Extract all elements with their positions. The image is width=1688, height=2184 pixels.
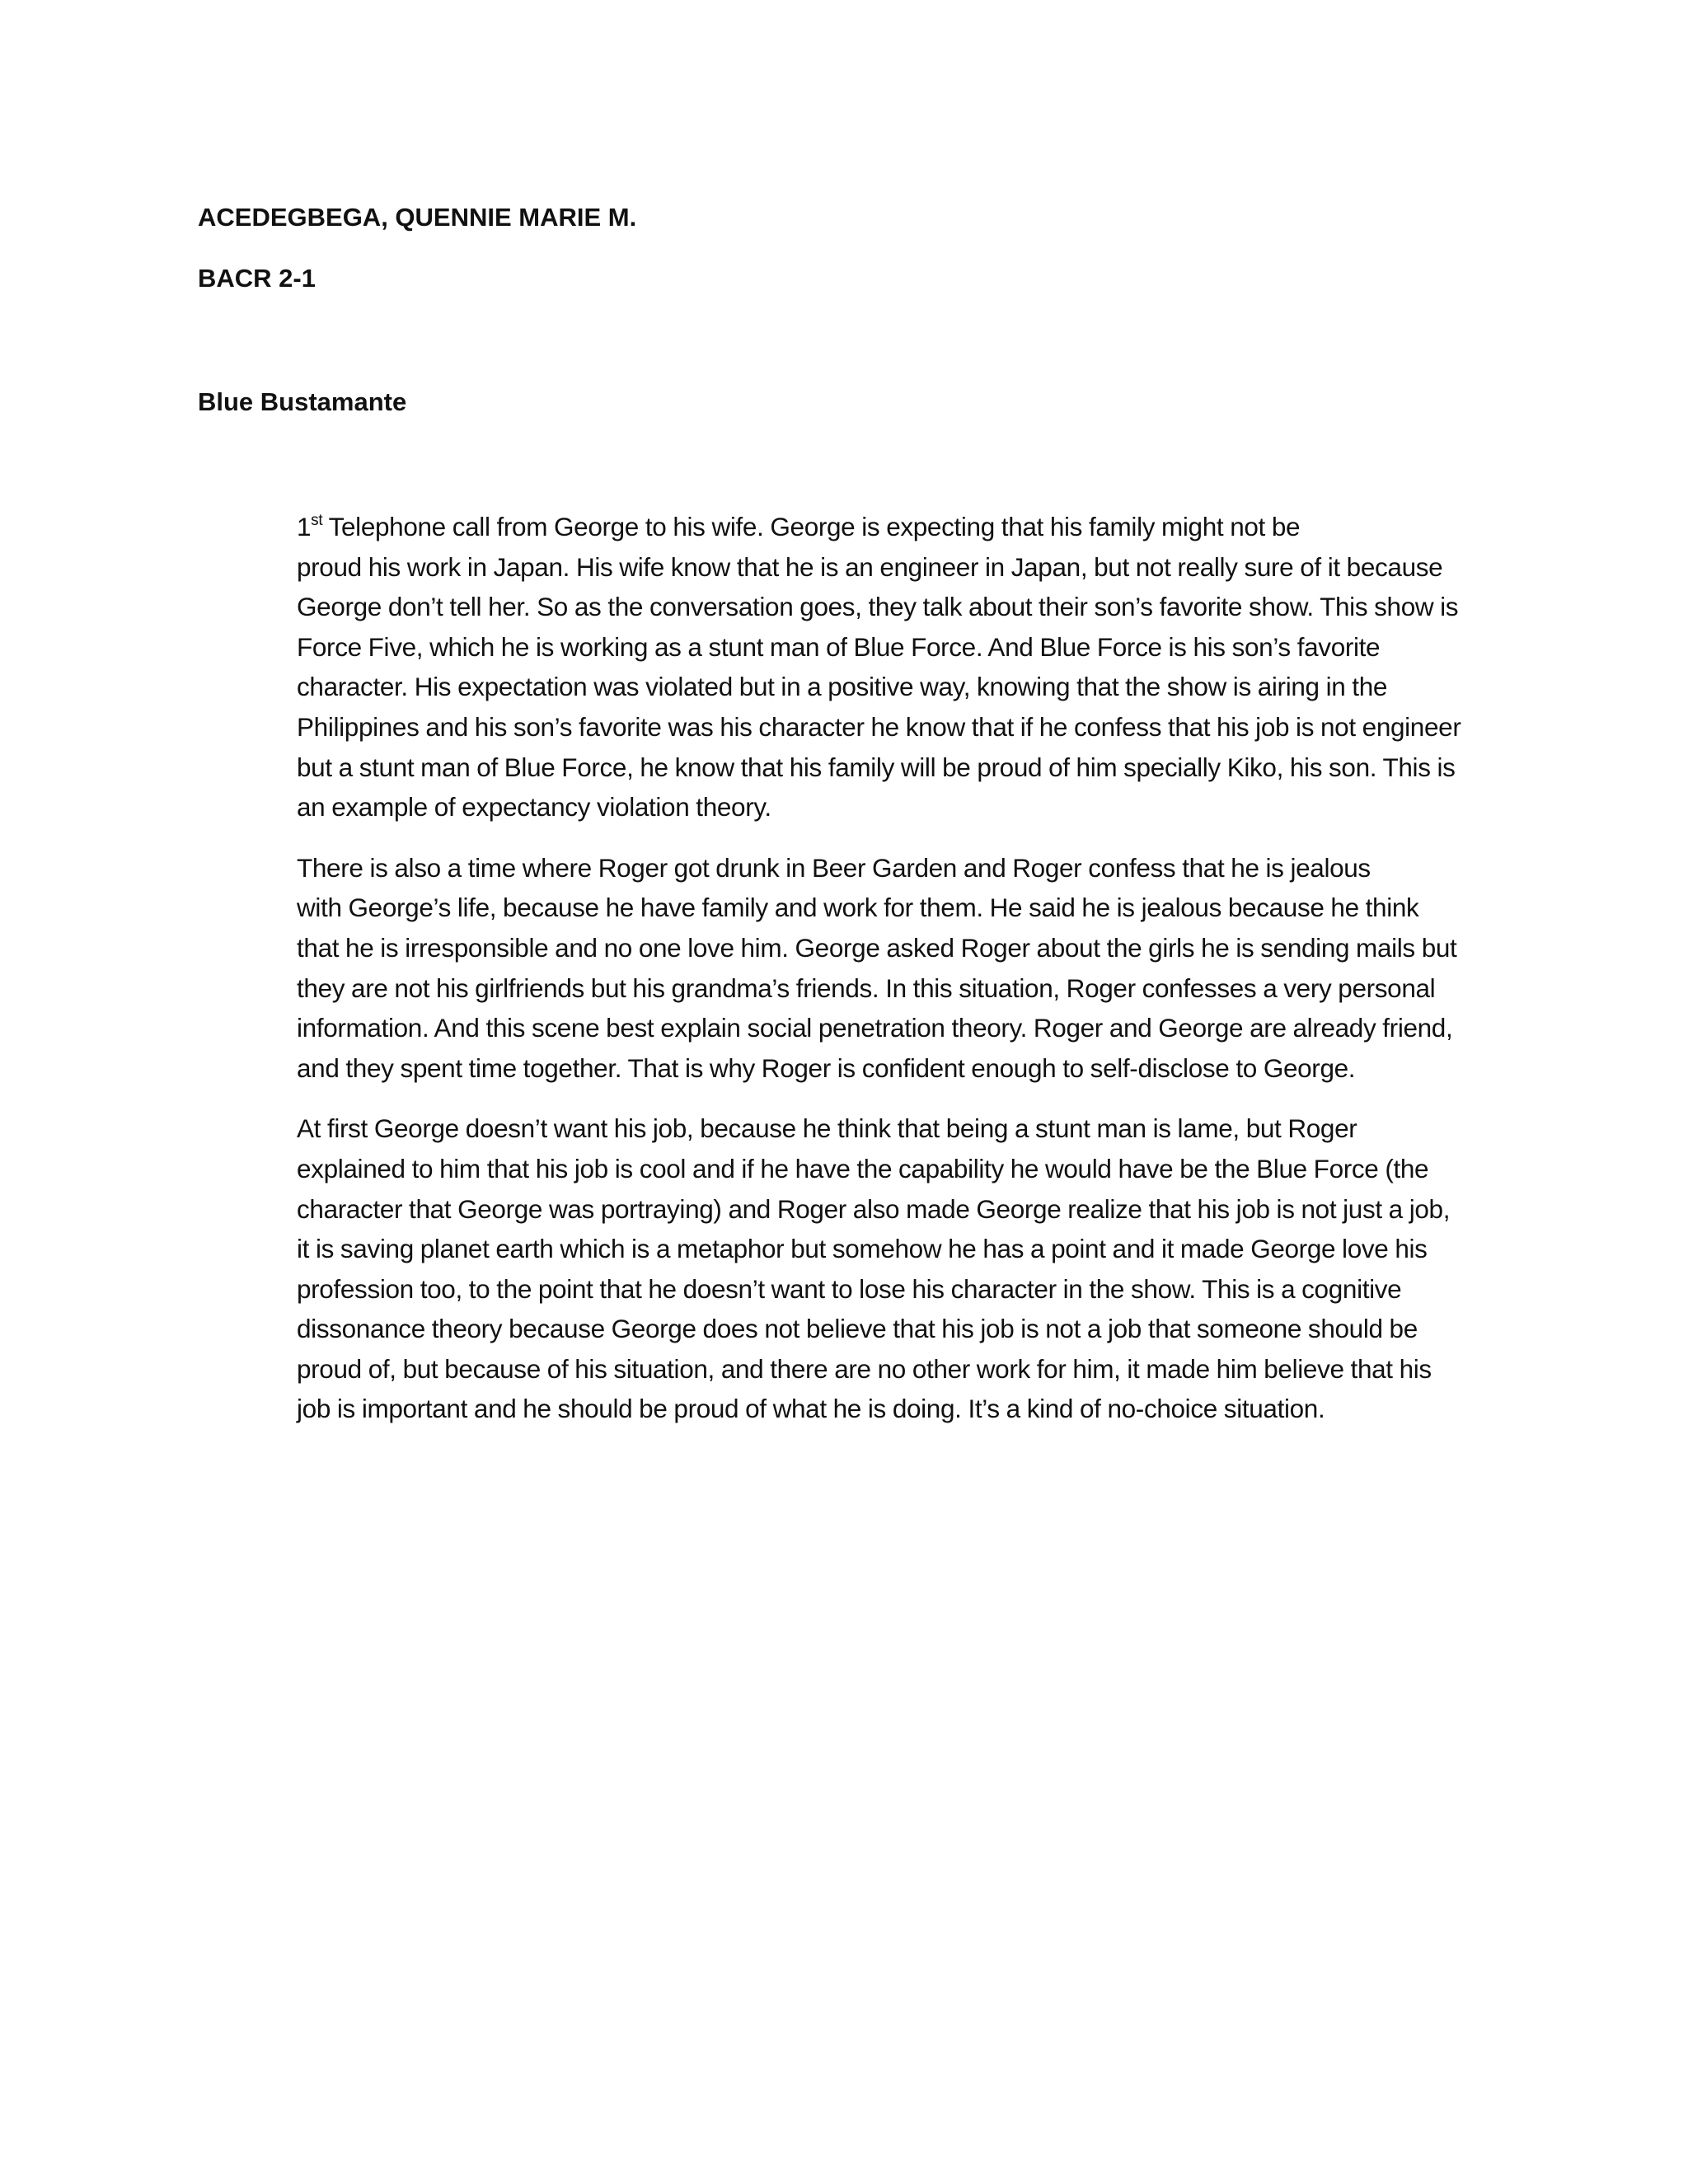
document-body — [198, 507, 1484, 1450]
paragraph-line: that he is irresponsible and no one love him. George asked Roger about the girls he is sending mails but — [297, 932, 1457, 963]
paragraph-line: an example of expectancy violation theory. — [297, 792, 771, 823]
ordinal-suffix: st — [311, 511, 323, 529]
paragraph-line: Philippines and his son’s favorite was his character he know that if he confess that his job is not engineer — [297, 711, 1461, 742]
paragraph — [198, 848, 1484, 1089]
line-text: Telephone call from George to his wife. George is expecting that his family might not be — [322, 512, 1301, 541]
author-name: ACEDEGBEGA, QUENNIE MARIE M. — [198, 203, 637, 232]
paragraph — [198, 1108, 1484, 1429]
ordinal-number: 1 — [297, 512, 312, 541]
paragraph-line: dissonance theory because George does not believe that his job is not a job that someone should be — [297, 1314, 1418, 1344]
paragraph-line: information. And this scene best explain social penetration theory. Roger and George are already friend, — [297, 1013, 1453, 1043]
paragraph-line: proud of, but because of his situation, and there are no other work for him, it made him believe that his — [297, 1353, 1432, 1384]
paragraph-line: George don’t tell her. So as the conversation goes, they talk about their son’s favorite show. This show is — [297, 592, 1459, 622]
paragraph-line: Force Five, which he is working as a stunt man of Blue Force. And Blue Force is his son’s favorite — [297, 631, 1381, 662]
document-title: Blue Bustamante — [198, 387, 407, 416]
paragraph-line: explained to him that his job is cool and if he have the capability he would have be the Blue Force (the — [297, 1153, 1429, 1183]
paragraph-line: they are not his girlfriends but his grandma’s friends. In this situation, Roger confesses a very personal — [297, 972, 1436, 1003]
paragraph-line: character. His expectation was violated but in a positive way, knowing that the show is airing in the — [297, 672, 1388, 702]
paragraph-line: character that George was portraying) and Roger also made George realize that his job is not just a job, — [297, 1193, 1451, 1224]
paragraph-line: it is saving planet earth which is a metaphor but somehow he has a point and it made George love his — [297, 1234, 1428, 1264]
paragraph-line: job is important and he should be proud of what he is doing. It’s a kind of no-choice situation. — [297, 1394, 1325, 1424]
paragraph-line: and they spent time together. That is why Roger is confident enough to self-disclose to George. — [297, 1052, 1356, 1083]
paragraph-line: At first George doesn’t want his job, because he think that being a stunt man is lame, but Roger — [297, 1113, 1357, 1144]
paragraph-line — [198, 507, 1484, 547]
paragraph-line: but a stunt man of Blue Force, he know that his family will be proud of him specially Kiko, his son. This is — [297, 752, 1456, 782]
paragraph-line: profession too, to the point that he doesn’t want to lose his character in the show. This is a cognitive — [297, 1273, 1402, 1304]
class-section: BACR 2-1 — [198, 264, 316, 293]
paragraph — [198, 507, 1484, 827]
paragraph-line: There is also a time where Roger got drunk in Beer Garden and Roger confess that he is jealous — [297, 852, 1371, 883]
paragraph-line: with George’s life, because he have family and work for them. He said he is jealous because he think — [297, 893, 1419, 923]
paragraph-line: proud his work in Japan. His wife know that he is an engineer in Japan, but not really sure of it because — [297, 551, 1443, 582]
